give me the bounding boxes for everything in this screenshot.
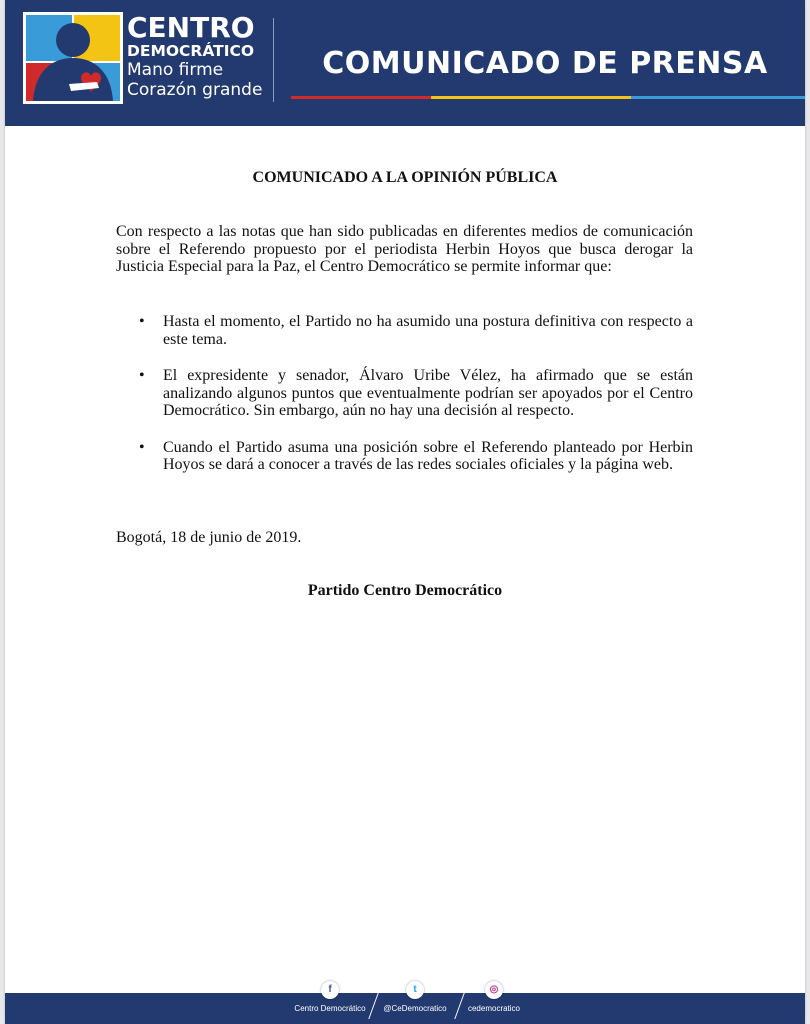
- intro-paragraph: Con respecto a las notas que han sido publicadas en diferentes medios de comunicación sobre el Referendo propuesto por el periodista Herbin Hoyos que busca derogar la Justicia Especial para la Paz, el Centro Democrático se permite informar que:: [116, 223, 693, 275]
- header-divider: [273, 18, 274, 102]
- press-release-page: [5, 0, 805, 1024]
- stripe-blue: [631, 96, 805, 99]
- social-twitter[interactable]: [377, 981, 453, 1013]
- party-logo: [23, 12, 123, 104]
- bullet-icon: •: [139, 313, 145, 330]
- slogan-line2: Corazón grande: [127, 80, 263, 100]
- header-banner: [5, 0, 805, 126]
- instagram-icon[interactable]: ◎: [485, 981, 503, 999]
- social-label[interactable]: cedemocratico: [467, 1004, 521, 1013]
- social-facebook[interactable]: [293, 981, 367, 1013]
- person-silhouette-icon: [23, 12, 123, 104]
- stripe-red: [291, 96, 431, 99]
- logo-wordmark: [127, 11, 263, 100]
- list-item: [116, 439, 693, 474]
- social-label[interactable]: Centro Democrático: [294, 1004, 366, 1013]
- brand-name-line1: CENTRO: [127, 11, 255, 44]
- list-item: [116, 367, 693, 420]
- list-item-text: El expresidente y senador, Álvaro Uribe Vélez, ha afirmado que se están analizando algunos puntos que eventualmente podrían ser apoyados por el Centro Democrático. Sin embargo, aún no hay una decisión al respecto.: [163, 367, 693, 419]
- bullet-icon: •: [139, 438, 145, 456]
- twitter-icon[interactable]: t: [406, 981, 424, 999]
- slogan-line1: Mano firme: [127, 60, 224, 80]
- signature: Partido Centro Democrático: [307, 582, 503, 599]
- document-date: Bogotá, 18 de junio de 2019.: [116, 529, 302, 546]
- header-title: COMUNICADO DE PRENSA: [322, 46, 768, 81]
- document-title: COMUNICADO A LA OPINIÓN PÚBLICA: [252, 169, 558, 186]
- list-item-text: Hasta el momento, el Partido no ha asumido una postura definitiva con respecto a este tema.: [163, 313, 693, 348]
- facebook-icon[interactable]: f: [321, 981, 339, 999]
- social-label[interactable]: @CeDemocratico: [383, 1004, 447, 1013]
- brand-name-line2: DEMOCRÁTICO: [127, 42, 255, 60]
- social-instagram[interactable]: [463, 981, 525, 1013]
- list-item: [116, 313, 693, 348]
- stripe-yellow: [431, 96, 631, 99]
- bullet-list: [116, 313, 693, 474]
- list-item-text: Cuando el Partido asuma una posición sobre el Referendo planteado por Herbin Hoyos se dará a conocer a través de las redes sociales oficiales y la página web.: [163, 438, 693, 473]
- bullet-icon: •: [139, 367, 145, 384]
